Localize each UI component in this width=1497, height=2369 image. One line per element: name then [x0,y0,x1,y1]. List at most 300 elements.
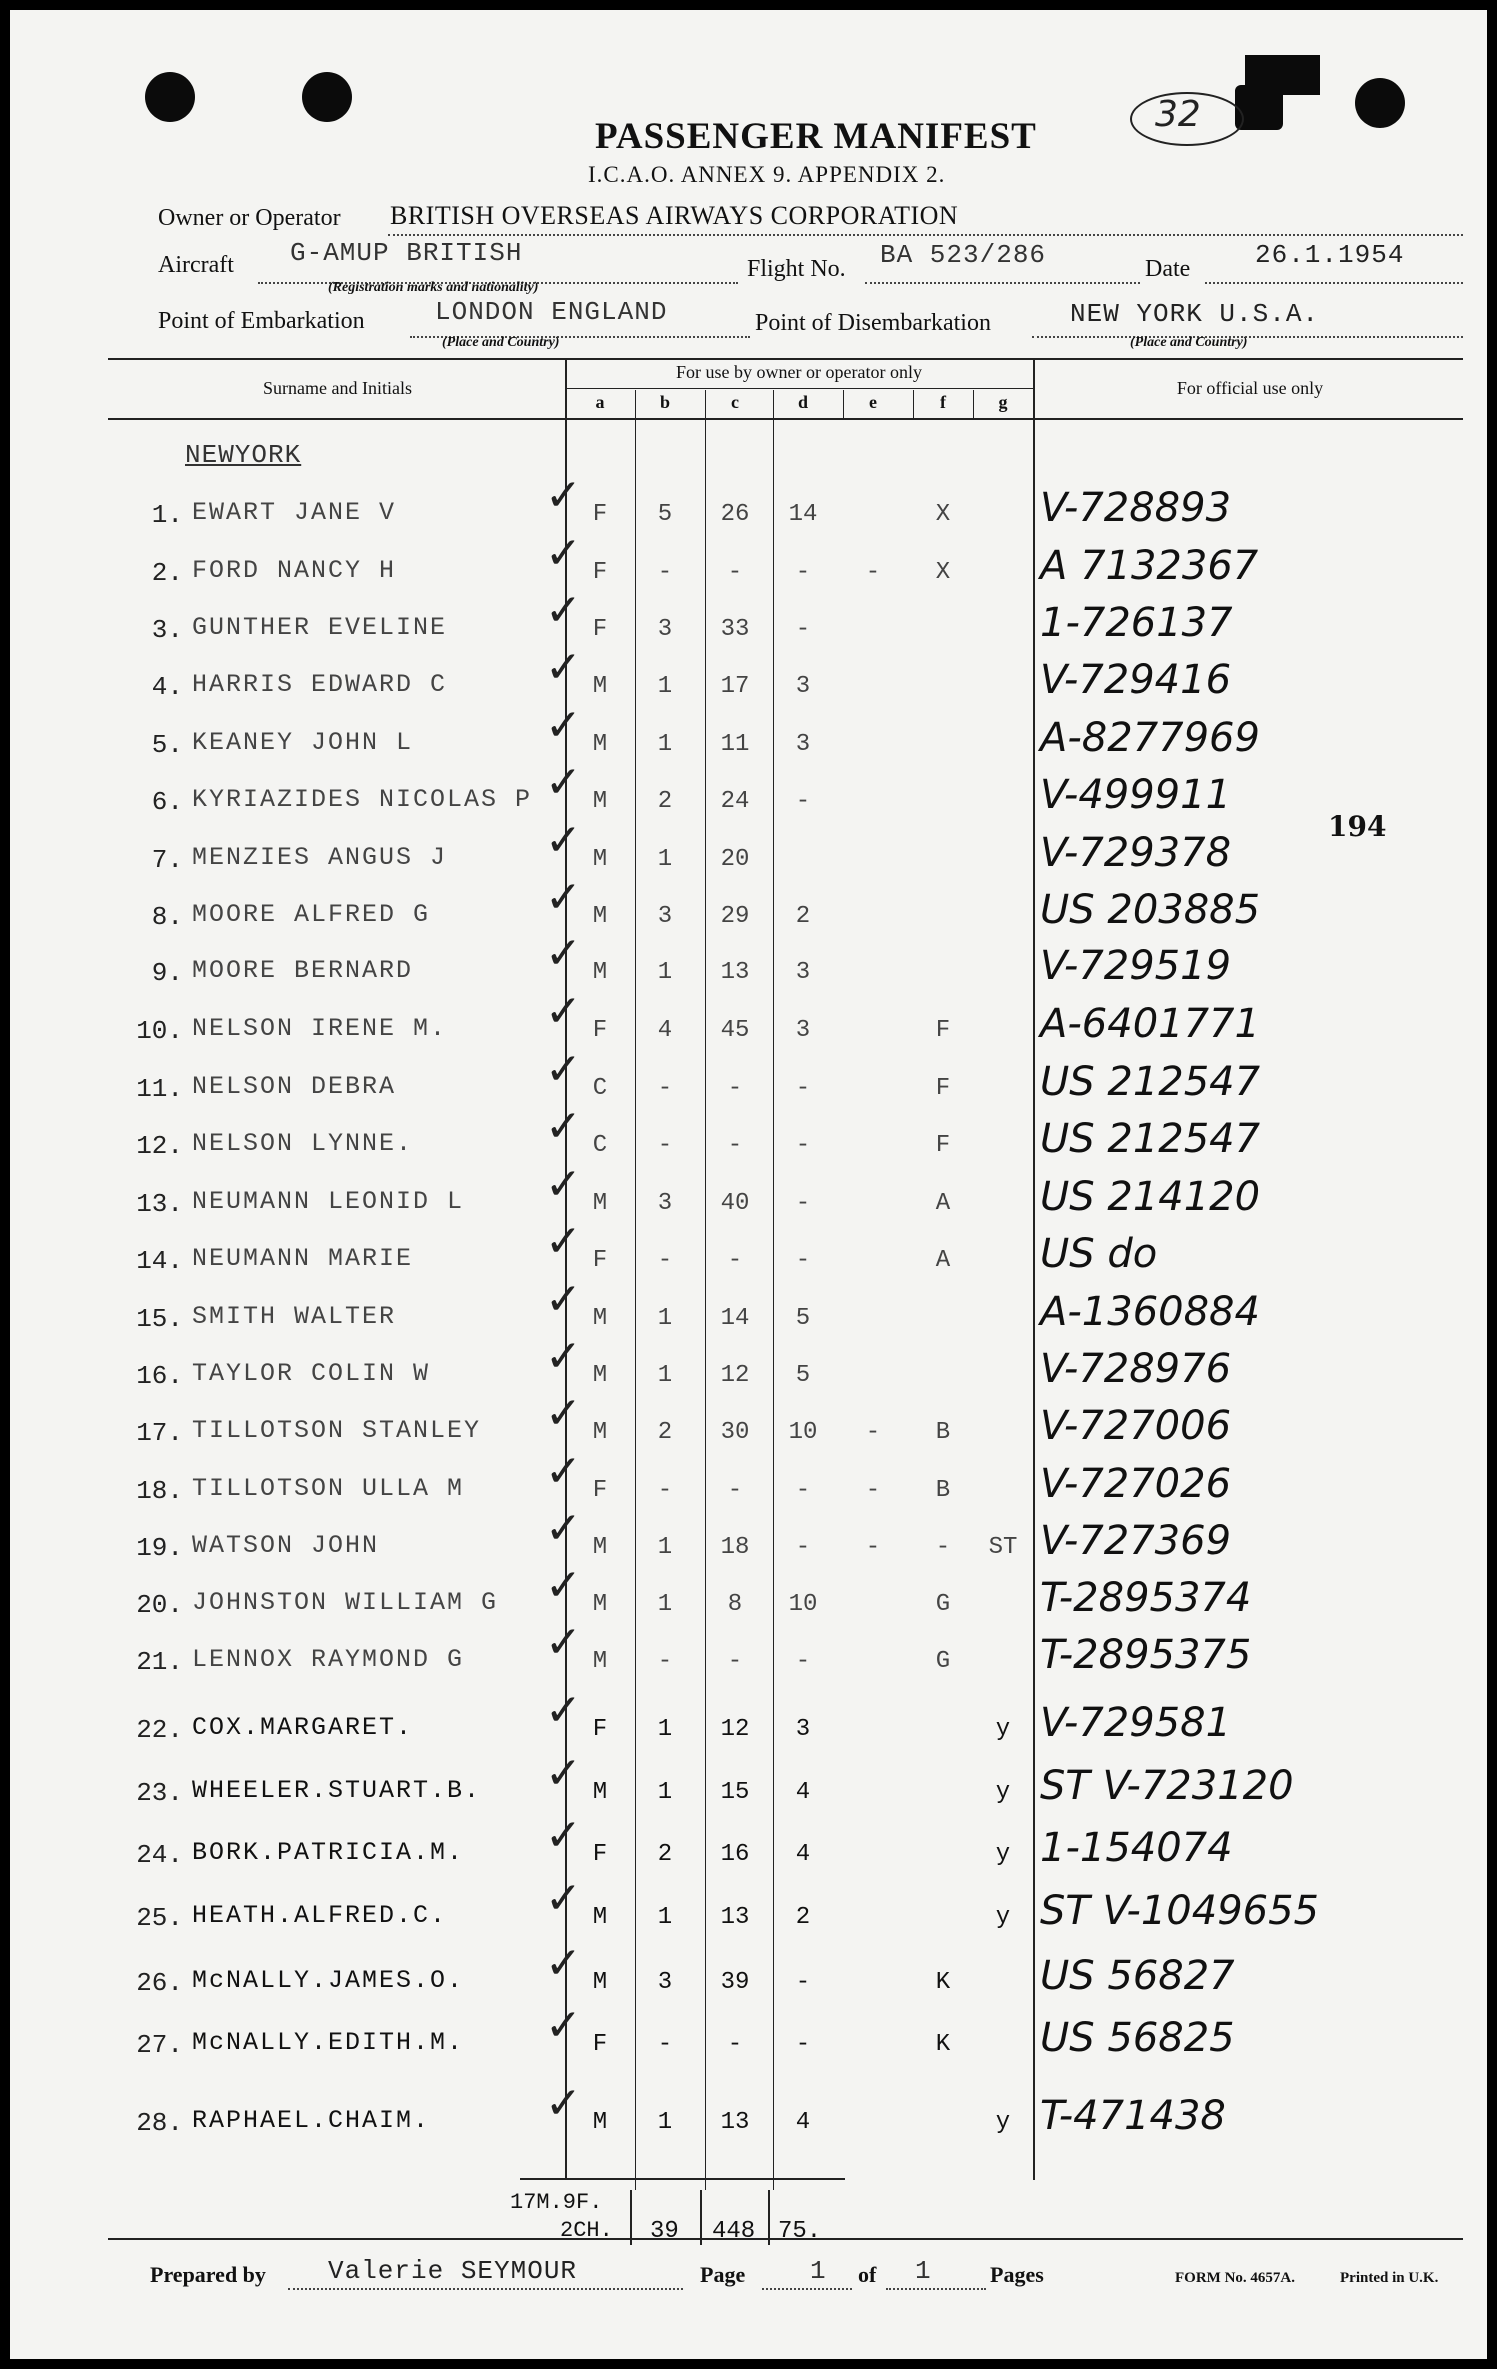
cell-c: 18 [720,1534,750,1561]
cell-b: 5 [657,501,673,528]
check-mark-icon: ✓ [545,1331,582,1382]
aircraft-label: Aircraft [158,252,234,278]
row-number: 19. [136,1533,183,1563]
totals-gender-1: 17M.9F. [510,2190,603,2215]
cell-d: - [795,1534,811,1561]
embark-label: Point of Embarkation [158,308,365,334]
cell-a: M [592,1419,608,1446]
header-official-use: For official use only [1176,378,1324,398]
page-value: 1 [810,2256,827,2286]
punch-hole-right [1355,78,1405,128]
cell-b: 2 [657,788,673,815]
date-line [1205,282,1463,284]
passenger-name: EWART JANE V [192,498,397,527]
passenger-name: McNALLY.JAMES.O. [192,1966,465,1995]
totals-divider-2 [700,2190,702,2245]
official-entry: ST V-1049655 [1040,1888,1320,1934]
cell-b: 1 [657,1904,673,1931]
official-entry: US 203885 [1040,887,1261,933]
row-number: 23. [136,1778,183,1808]
check-mark-icon: ✓ [545,1748,582,1799]
passenger-name: NELSON LYNNE. [192,1129,414,1158]
check-mark-icon: ✓ [545,872,582,923]
punch-hole-left [145,72,195,122]
owner-line [388,234,1463,236]
cell-d: - [795,1969,811,1996]
totals-c: 448 [712,2218,756,2245]
check-mark-icon: ✓ [545,2000,582,2051]
cell-b: - [657,1075,673,1102]
cell-b: 1 [657,731,673,758]
official-entry: T-471438 [1040,2093,1226,2139]
form-title: PASSENGER MANIFEST [595,116,1037,157]
cell-c: - [727,2031,743,2058]
form-number: FORM No. 4657A. [1175,2270,1295,2286]
printed-in: Printed in U.K. [1340,2270,1439,2286]
cell-e: - [865,1534,881,1561]
passenger-name: WHEELER.STUART.B. [192,1776,482,1805]
check-mark-icon: ✓ [545,1388,582,1439]
cell-b: 2 [657,1841,673,1868]
row-number: 20. [136,1590,183,1620]
cell-a: M [592,846,608,873]
cell-a: M [592,2109,608,2136]
passenger-name: BORK.PATRICIA.M. [192,1838,465,1867]
passenger-name: KYRIAZIDES NICOLAS P [192,785,533,814]
cell-c: 15 [720,1779,750,1806]
row-number: 6. [151,787,183,817]
aircraft-value: G-AMUP BRITISH [290,238,523,268]
passenger-name: McNALLY.EDITH.M. [192,2028,465,2057]
disembark-note: (Place and Country) [1130,335,1248,350]
cell-d: - [795,1190,811,1217]
embark-value: LONDON ENGLAND [435,297,668,327]
cell-f: F [935,1017,951,1044]
official-entry: V-499911 [1040,772,1232,818]
check-mark-icon: ✓ [545,1938,582,1989]
owner-value: BRITISH OVERSEAS AIRWAYS CORPORATION [390,201,959,230]
cell-b: 3 [657,903,673,930]
margin-note: 194 [1328,810,1387,843]
check-mark-icon: ✓ [545,757,582,808]
flight-line [865,282,1140,284]
check-mark-icon: ✓ [545,585,582,636]
cell-c: 45 [720,1017,750,1044]
cell-d: 3 [795,1716,811,1743]
official-entry: US 212547 [1040,1116,1261,1162]
cell-c: - [727,1477,743,1504]
passenger-name: COX.MARGARET. [192,1713,414,1742]
owner-label: Owner or Operator [158,205,341,231]
row-number: 26. [136,1968,183,1998]
date-value: 26.1.1954 [1255,240,1405,270]
cell-f: F [935,1075,951,1102]
cell-a: M [592,1904,608,1931]
check-mark-icon: ✓ [545,1560,582,1611]
cell-b: - [657,559,673,586]
prepared-label: Prepared by [150,2262,266,2287]
official-entry: US 212547 [1040,1059,1261,1105]
check-mark-icon: ✓ [545,1617,582,1668]
cell-c: - [727,1075,743,1102]
cell-d: 10 [788,1591,818,1618]
embark-note: (Place and Country) [442,335,560,350]
check-mark-icon: ✓ [545,986,582,1037]
passenger-name: MENZIES ANGUS J [192,843,448,872]
passenger-name: MOORE BERNARD [192,956,414,985]
date-label: Date [1145,256,1191,282]
cell-c: 13 [720,2109,750,2136]
prepared-value: Valerie SEYMOUR [328,2256,578,2286]
cell-a: M [592,1969,608,1996]
official-entry: V-727006 [1040,1403,1232,1449]
check-mark-icon: ✓ [545,470,582,521]
official-entry: T-2895375 [1040,1632,1252,1678]
totals-gender-2: 2CH. [560,2218,613,2243]
cell-c: 29 [720,903,750,930]
cell-a: M [592,731,608,758]
cell-b: - [657,1247,673,1274]
official-entry: A-6401771 [1040,1001,1260,1047]
cell-g: y [995,1716,1011,1743]
cell-e: - [865,1477,881,1504]
cell-f: K [935,2031,951,2058]
of-label: of [858,2262,877,2287]
cell-c: - [727,1247,743,1274]
passenger-name: TAYLOR COLIN W [192,1359,431,1388]
cell-f: X [935,501,951,528]
disembark-line [1032,336,1463,338]
cell-f: G [935,1591,951,1618]
cell-d: - [795,1075,811,1102]
row-number: 10. [136,1016,183,1046]
cell-b: 3 [657,1190,673,1217]
row-number: 18. [136,1476,183,1506]
cell-f: G [935,1648,951,1675]
cell-a: M [592,1190,608,1217]
check-mark-icon: ✓ [545,700,582,751]
cell-d: - [795,2031,811,2058]
cell-b: 3 [657,1969,673,1996]
passenger-name: KEANEY JOHN L [192,728,414,757]
cell-c: 12 [720,1716,750,1743]
cell-d: - [795,1477,811,1504]
cell-c: 20 [720,846,750,873]
passenger-name: TILLOTSON ULLA M [192,1474,465,1503]
cell-a: C [592,1132,608,1159]
cell-f: K [935,1969,951,1996]
cell-c: 14 [720,1305,750,1332]
cell-b: 1 [657,959,673,986]
cell-c: 17 [720,673,750,700]
cell-d: - [795,616,811,643]
cell-b: - [657,2031,673,2058]
subcol-header-g: g [998,392,1008,412]
cell-a: M [592,1362,608,1389]
header-surname: Surname and Initials [263,378,412,398]
cell-e: - [865,559,881,586]
totals-b: 39 [650,2218,679,2245]
subcol-header-d: d [797,392,808,412]
check-mark-icon: ✓ [545,1873,582,1924]
cell-c: 39 [720,1969,750,1996]
cell-b: 1 [657,1534,673,1561]
passenger-name: HARRIS EDWARD C [192,670,448,699]
official-entry: A-8277969 [1040,715,1260,761]
row-number: 21. [136,1647,183,1677]
cell-d: - [795,1247,811,1274]
cell-c: 13 [720,1904,750,1931]
cell-a: F [592,501,608,528]
cell-b: 2 [657,1419,673,1446]
cell-g: y [995,1904,1011,1931]
row-number: 1. [151,500,183,530]
check-mark-icon: ✓ [545,1159,582,1210]
cell-g: ST [988,1534,1018,1561]
manifest-page [10,10,1487,2359]
row-number: 13. [136,1189,183,1219]
of-value: 1 [915,2256,932,2286]
cell-a: M [592,1305,608,1332]
cell-c: - [727,559,743,586]
cell-f: F [935,1132,951,1159]
official-entry: V-729416 [1040,657,1232,703]
check-mark-icon: ✓ [545,1810,582,1861]
owner-header-rule [565,388,1033,389]
subcol-divider [843,390,844,420]
cell-d: 14 [788,501,818,528]
totals-divider-1 [630,2190,632,2245]
cell-d: - [795,559,811,586]
cell-g: y [995,1779,1011,1806]
cell-d: 2 [795,903,811,930]
cell-c: 30 [720,1419,750,1446]
check-mark-icon: ✓ [545,1274,582,1325]
cell-f: - [935,1534,951,1561]
cell-d: 10 [788,1419,818,1446]
cell-d: 5 [795,1305,811,1332]
cell-b: 1 [657,1305,673,1332]
official-entry: US 56825 [1040,2015,1235,2061]
cell-b: 1 [657,846,673,873]
cell-a: F [592,559,608,586]
cell-a: F [592,1247,608,1274]
subcol-header-c: c [731,392,739,412]
cell-d: 4 [795,1779,811,1806]
cell-f: X [935,559,951,586]
binding-tab-top [1245,55,1320,95]
cell-a: F [592,1017,608,1044]
cell-a: M [592,1648,608,1675]
official-entry: V-728976 [1040,1346,1232,1392]
pages-label: Pages [990,2262,1044,2287]
cell-d: 3 [795,673,811,700]
cell-c: 40 [720,1190,750,1217]
cell-f: A [935,1190,951,1217]
passenger-name: NELSON IRENE M. [192,1014,448,1043]
cell-b: 4 [657,1017,673,1044]
aircraft-note: (Registration marks and nationality) [328,280,539,295]
cell-f: B [935,1419,951,1446]
official-entry: A 7132367 [1040,543,1259,589]
cell-c: 12 [720,1362,750,1389]
cell-c: - [727,1132,743,1159]
cell-a: F [592,2031,608,2058]
cell-a: M [592,1534,608,1561]
of-line [886,2288,986,2290]
passenger-name: TILLOTSON STANLEY [192,1416,482,1445]
check-mark-icon: ✓ [545,1685,582,1736]
cell-b: 1 [657,2109,673,2136]
official-entry: V-727369 [1040,1518,1232,1564]
official-entry: A-1360884 [1040,1289,1260,1335]
table-top-rule [108,358,1463,360]
check-mark-icon: ✓ [545,1503,582,1554]
subcol-header-e: e [869,392,877,412]
passenger-name: JOHNSTON WILLIAM G [192,1588,499,1617]
cell-c: 33 [720,616,750,643]
passenger-name: NEUMANN MARIE [192,1244,414,1273]
row-number: 17. [136,1418,183,1448]
cell-d: 5 [795,1362,811,1389]
row-number: 7. [151,845,183,875]
cell-a: F [592,1716,608,1743]
totals-divider-3 [768,2190,770,2245]
passenger-name: NELSON DEBRA [192,1072,397,1101]
cell-d: - [795,788,811,815]
page-line [762,2288,852,2290]
cell-d: 3 [795,1017,811,1044]
row-number: 14. [136,1246,183,1276]
cell-b: 3 [657,616,673,643]
subcol-header-b: b [659,392,670,412]
check-mark-icon: ✓ [545,1044,582,1095]
flight-label: Flight No. [747,256,846,282]
row-number: 27. [136,2030,183,2060]
prepared-line [288,2288,683,2290]
punch-hole-center-left [302,72,352,122]
official-entry: ST V-723120 [1040,1763,1294,1809]
official-entry: US 56827 [1040,1953,1235,1999]
cell-f: A [935,1247,951,1274]
cell-d: 3 [795,731,811,758]
cell-a: F [592,1477,608,1504]
cell-d: 2 [795,1904,811,1931]
official-entry: US 214120 [1040,1174,1261,1220]
official-entry: V-729378 [1040,830,1232,876]
official-entry: V-729581 [1040,1700,1232,1746]
official-entry: V-729519 [1040,943,1232,989]
passenger-name: MOORE ALFRED G [192,900,431,929]
cell-c: 24 [720,788,750,815]
cell-c: 8 [727,1591,743,1618]
cell-b: 1 [657,1591,673,1618]
cell-a: C [592,1075,608,1102]
cell-c: 16 [720,1841,750,1868]
subcol-header-f: f [940,392,946,412]
cell-c: - [727,1648,743,1675]
check-mark-icon: ✓ [545,815,582,866]
passenger-name: LENNOX RAYMOND G [192,1645,465,1674]
cell-c: 26 [720,501,750,528]
row-number: 25. [136,1903,183,1933]
row-number: 16. [136,1361,183,1391]
row-number: 2. [151,558,183,588]
subcol-divider [913,390,914,420]
disembark-label: Point of Disembarkation [755,310,991,336]
cell-a: F [592,616,608,643]
cell-b: - [657,1477,673,1504]
official-entry: US do [1040,1231,1158,1277]
row-number: 12. [136,1131,183,1161]
cell-b: 1 [657,1362,673,1389]
passenger-name: GUNTHER EVELINE [192,613,448,642]
official-entry: V-727026 [1040,1461,1232,1507]
check-mark-icon: ✓ [545,1446,582,1497]
check-mark-icon: ✓ [545,1216,582,1267]
check-mark-icon: ✓ [545,528,582,579]
cell-a: M [592,903,608,930]
cell-e: - [865,1419,881,1446]
cell-b: 1 [657,673,673,700]
row-number: 3. [151,615,183,645]
cell-c: 11 [720,731,750,758]
row-number: 4. [151,672,183,702]
row-number: 11. [136,1074,183,1104]
cell-d: 4 [795,2109,811,2136]
cell-b: 1 [657,1779,673,1806]
form-subtitle: I.C.A.O. ANNEX 9. APPENDIX 2. [588,162,946,187]
totals-d: 75. [778,2218,822,2245]
cell-d: 4 [795,1841,811,1868]
official-entry: T-2895374 [1040,1575,1252,1621]
subcol-divider [973,390,974,420]
cell-g: y [995,1841,1011,1868]
totals-rule [520,2178,845,2180]
official-entry: V-728893 [1040,485,1232,531]
passenger-name: NEUMANN LEONID L [192,1187,465,1216]
passenger-name: HEATH.ALFRED.C. [192,1901,448,1930]
cell-a: M [592,1779,608,1806]
row-number: 24. [136,1840,183,1870]
subcol-header-a: a [595,392,605,412]
passenger-name: SMITH WALTER [192,1302,397,1331]
official-entry: 1-726137 [1040,600,1233,646]
header-owner-use: For use by owner or operator only [676,362,922,382]
passenger-name: WATSON JOHN [192,1531,380,1560]
row-number: 8. [151,902,183,932]
check-mark-icon: ✓ [545,928,582,979]
row-number: 22. [136,1715,183,1745]
row-number: 28. [136,2108,183,2138]
cell-a: F [592,1841,608,1868]
row-number: 9. [151,958,183,988]
col-divider-official [1033,358,1035,2180]
check-mark-icon: ✓ [545,642,582,693]
cell-c: 13 [720,959,750,986]
section-label: NEWYORK [185,440,302,470]
check-mark-icon: ✓ [545,2078,582,2129]
passenger-name: FORD NANCY H [192,556,397,585]
official-entry: 1-154074 [1040,1825,1233,1871]
row-number: 15. [136,1304,183,1334]
passenger-name: RAPHAEL.CHAIM. [192,2106,431,2135]
cell-b: - [657,1132,673,1159]
cell-a: M [592,788,608,815]
cell-b: 1 [657,1716,673,1743]
cell-a: M [592,959,608,986]
flight-value: BA 523/286 [880,240,1047,270]
